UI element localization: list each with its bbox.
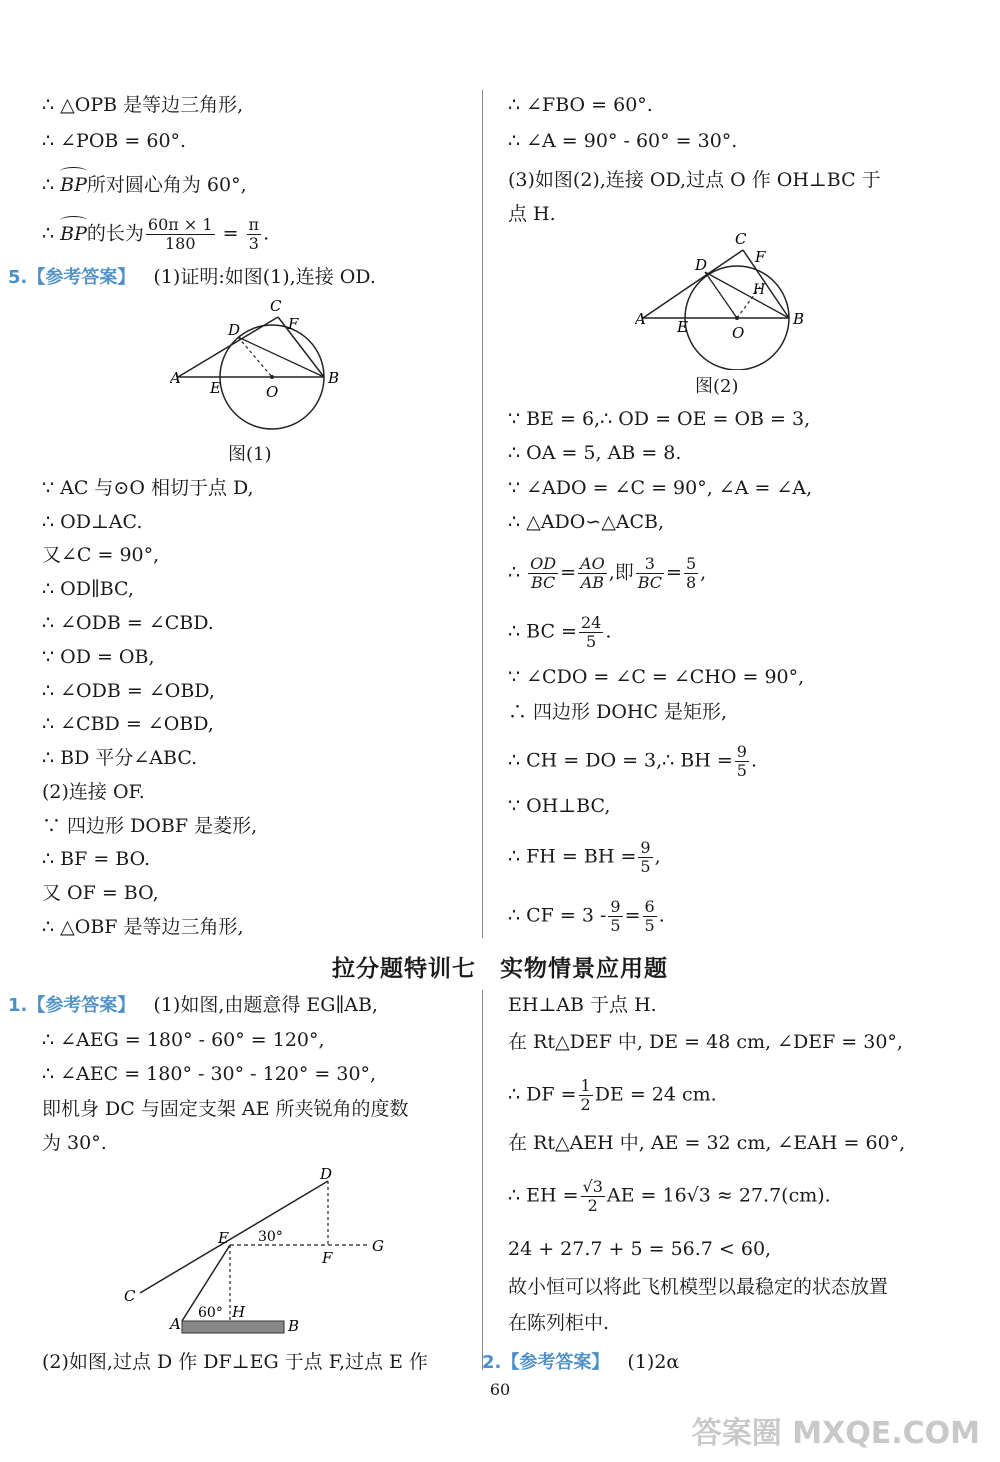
label-H: H — [232, 1303, 246, 1321]
question-text: (1)证明:如图(1),连接 OD. — [153, 266, 376, 288]
text-line: ∴ △OBF 是等边三角形, — [42, 916, 244, 938]
text-line: ∴ EH = $\frac{√3}{2}$ AE = 16√3 ≈ 27.7(cm). — [508, 1177, 831, 1215]
text-line: ∴ ∠POB = 60°. — [42, 130, 187, 152]
text-line: 在 Rt△AEH 中, AE = 32 cm, ∠EAH = 60°, — [508, 1132, 906, 1154]
text-line: ∵ AC 与⊙O 相切于点 D, — [42, 477, 254, 499]
text-line: ∴ △ADO∽△ACB, — [508, 511, 665, 533]
text-line: ∴ ∠A = 90° - 60° = 30°. — [508, 130, 738, 152]
text-line: 点 H. — [508, 203, 556, 225]
proportion-line: ∴ $\frac{OD}{BC}$ = $\frac{AO}{AB}$ ,即 $\frac{3}{BC}$ = $\frac{5}{8}$ , — [508, 554, 707, 592]
fraction: $\frac{6}{5}$ — [644, 897, 655, 935]
text-line: (2)如图,过点 D 作 DF⊥EG 于点 F,过点 E 作 — [42, 1351, 428, 1373]
text-line: 在陈列柜中. — [508, 1312, 610, 1334]
text-line: ∵ ∠ADO = ∠C = 90°, ∠A = ∠A, — [508, 477, 813, 499]
text-line: ∴ BP所对圆心角为 60°, — [42, 174, 247, 196]
label-D: D — [228, 321, 241, 339]
text-line: 即机身 DC 与固定支架 AE 所夹锐角的度数 — [42, 1098, 409, 1120]
label-C: C — [124, 1287, 136, 1305]
figure-2 — [635, 230, 815, 370]
fraction: $\frac{24}{5}$ — [580, 613, 602, 651]
answer-tag: 【参考答案】 — [27, 267, 136, 288]
question-2-header — [482, 1350, 679, 1375]
fraction: $\frac{\pi}{3}$ — [248, 215, 260, 253]
text-line: ∴ △OPB 是等边三角形, — [42, 94, 244, 116]
fraction: $\frac{√3}{2}$ — [582, 1177, 603, 1215]
label-O: O — [732, 324, 745, 342]
question-number: 2. — [482, 1352, 502, 1373]
figure-3 — [120, 1165, 410, 1345]
text-line: ∴ BP的长为 $\frac{60\pi \times 1}{180}$ = $\frac{\pi}{3}$ . — [42, 215, 270, 253]
watermark: 答案圈 MXQE.COM — [691, 1416, 980, 1451]
text-line: ∴ ∠FBO = 60°. — [508, 94, 653, 116]
text-line: ∵ OD = OB, — [42, 646, 155, 668]
question-1-header — [8, 993, 378, 1018]
angle-60: 60° — [198, 1305, 223, 1321]
label-O: O — [266, 383, 279, 401]
label-H: H — [753, 282, 766, 298]
text-line: ∴ ∠AEG = 180° - 60° = 120°, — [42, 1029, 325, 1051]
angle-30: 30° — [258, 1229, 283, 1245]
question-text: (1)如图,由题意得 EG∥AB, — [153, 994, 378, 1016]
text-line: ∴ ∠ODB = ∠CBD. — [42, 612, 214, 634]
fraction: $\frac{9}{5}$ — [736, 742, 747, 780]
text-fragment: 所对圆心角为 60°, — [86, 174, 247, 196]
text-line: ∴ BF = BO. — [42, 848, 151, 870]
question-number: 5. — [8, 267, 28, 288]
text-line: ∴ ∠CBD = ∠OBD, — [42, 713, 214, 735]
column-divider — [482, 90, 483, 938]
column-divider — [482, 990, 483, 1370]
section-title: 拉分题特训七 实物情景应用题 — [332, 956, 668, 982]
label-A: A — [170, 369, 181, 387]
fraction: $\frac{5}{8}$ — [685, 554, 697, 592]
label-C: C — [270, 297, 282, 315]
text-line: ∵ 四边形 DOBF 是菱形, — [42, 815, 258, 837]
text-line: ∵ ∠CDO = ∠C = ∠CHO = 90°, — [508, 666, 805, 688]
label-B: B — [793, 310, 805, 328]
page-number: 60 — [489, 1380, 511, 1399]
text-line: EH⊥AB 于点 H. — [508, 994, 657, 1016]
label-C: C — [735, 230, 747, 248]
figure-1 — [170, 295, 350, 440]
label-D: D — [320, 1165, 333, 1183]
label-F: F — [755, 248, 766, 266]
answer-tag: 【参考答案】 — [27, 995, 136, 1016]
text-line: 在 Rt△DEF 中, DE = 48 cm, ∠DEF = 30°, — [508, 1031, 903, 1053]
label-B: B — [288, 1317, 300, 1335]
text-line: (3)如图(2),连接 OD,过点 O 作 OH⊥BC 于 — [508, 169, 881, 191]
question-5-header — [8, 265, 376, 290]
question-text: (1)2α — [627, 1351, 680, 1373]
text-line: ∴ 四边形 DOHC 是矩形, — [508, 701, 728, 723]
fraction: $\frac{AO}{AB}$ — [580, 554, 605, 592]
text-line: ∴ BC = $\frac{24}{5}$ . — [508, 613, 612, 651]
figure-2-caption: 图(2) — [695, 376, 739, 397]
label-E: E — [210, 379, 221, 397]
label-B: B — [328, 369, 340, 387]
answer-tag: 【参考答案】 — [501, 1352, 610, 1373]
text-line: ∵ OH⊥BC, — [508, 795, 611, 817]
text-line: ∴ DF = $\frac{1}{2}$ DE = 24 cm. — [508, 1076, 717, 1114]
text-line: ∴ OD∥BC, — [42, 578, 134, 600]
label-A: A — [170, 1315, 181, 1333]
label-F: F — [288, 315, 299, 333]
text-line: ∵ BE = 6,∴ OD = OE = OB = 3, — [508, 408, 811, 430]
text-line: 为 30°. — [42, 1132, 107, 1154]
arc-label: BP — [60, 222, 87, 245]
text-line: 24 + 27.7 + 5 = 56.7 < 60, — [508, 1238, 772, 1260]
text-fragment: 的长为 — [86, 222, 144, 245]
label-F: F — [322, 1249, 333, 1267]
label-D: D — [695, 256, 708, 274]
text-line: ∴ CH = DO = 3,∴ BH = $\frac{9}{5}$ . — [508, 742, 758, 780]
text-line: 故小恒可以将此飞机模型以最稳定的状态放置 — [508, 1276, 889, 1298]
label-E: E — [677, 318, 688, 336]
figure-1-caption: 图(1) — [228, 444, 272, 465]
fraction: $\frac{1}{2}$ — [580, 1076, 591, 1114]
label-G: G — [372, 1237, 384, 1255]
label-A: A — [635, 310, 646, 328]
text-line: 又 OF = BO, — [42, 882, 159, 904]
text-line: ∴ ∠ODB = ∠OBD, — [42, 680, 215, 702]
text-line: ∴ OD⊥AC. — [42, 511, 143, 533]
text-line: 又∠C = 90°, — [42, 544, 160, 566]
text-line: (2)连接 OF. — [42, 781, 145, 803]
text-line: ∴ BD 平分∠ABC. — [42, 747, 198, 769]
text-line: ∴ OA = 5, AB = 8. — [508, 442, 682, 464]
arc-label: BP — [60, 174, 87, 196]
fraction: $\frac{3}{BC}$ — [637, 554, 663, 592]
label-E: E — [218, 1229, 229, 1247]
text-line: ∴ CF = 3 - $\frac{9}{5}$ = $\frac{6}{5}$ . — [508, 897, 665, 935]
question-number: 1. — [8, 995, 28, 1016]
fraction: $\frac{60\pi \times 1}{180}$ — [147, 215, 213, 253]
fraction: $\frac{OD}{BC}$ — [530, 554, 557, 592]
text-line: ∴ FH = BH = $\frac{9}{5}$ , — [508, 838, 661, 876]
fraction: $\frac{9}{5}$ — [640, 838, 651, 876]
text-line: ∴ ∠AEC = 180° - 30° - 120° = 30°, — [42, 1063, 377, 1085]
fraction: $\frac{9}{5}$ — [610, 897, 621, 935]
